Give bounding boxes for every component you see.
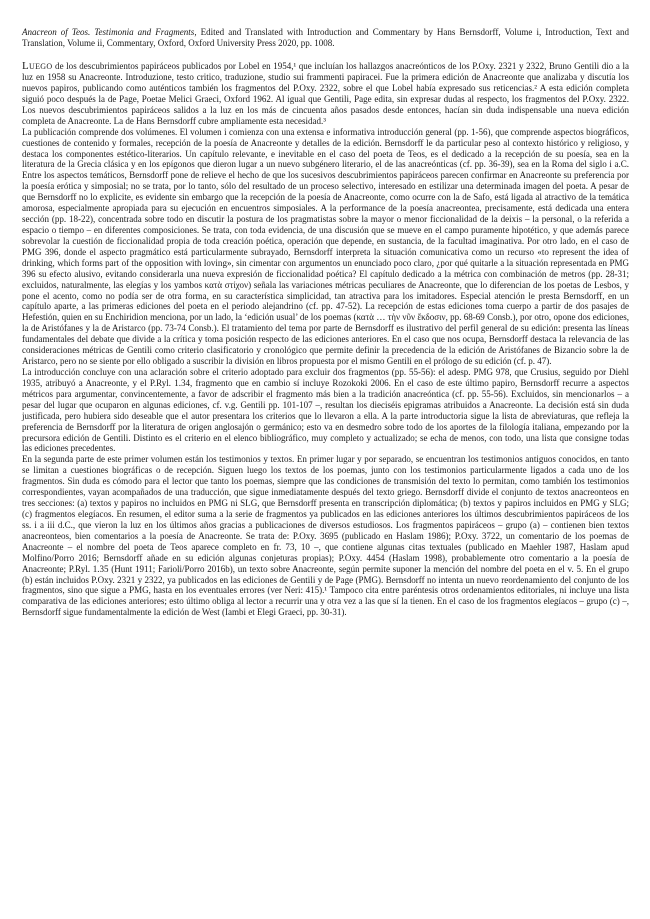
review-header <box>22 27 629 49</box>
paragraph-1 <box>22 61 629 127</box>
paragraph-text: La publicación comprende dos volúmenes. El volumen i comienza con una extensa e informativa introducción general (pp. 1-56), que comprende aspectos biográficos, cuestiones de contenido y formales, recepción de la poesía de Anacreonte y detalles de la edición. Bernsdorff le da particular peso al contexto histórico y religioso, y destaca los componentes estético-literarios. Un capítulo relevante, e inevitable en el caso del poeta de Teos, es el dedicado a la recepción de su poesía, sea en la literatura de la Grecia clásica y en los epígonos que dieron lugar a un nuevo subgénero literario, el de las anacreónticas (cf. pp. 36-39), sea en la Roma del siglo i a.C. Entre los aspectos temáticos, Bernsdorff pone de relieve el hecho de que los sucesivos descubrimientos papiráceos parecen confirmar en Anacreonte su preferencia por la poesía erótica y simposial; no se trata, por lo tanto, sólo del resultado de un proceso selectivo, interesado en estilizar una determinada imagen del poeta. A pesar de que Bernsdorff no lo explicite, es evidente sin embargo que la recepción de la poesía de Anacreonte, como ocurre con la de Safo, está ligada al atractivo de la temática amorosa, especialmente apropiada para su ejecución en encuentros simposiales. A la performance de la poesía anacreontea, precisamente, está dedicada una entera sección (pp. 18-22), concentrada sobre todo en discutir la postura de los pragmatistas sobre la mayor o menor ficcionalidad de la deixis – la personal, o la referida a espacio o tiempo – en diferentes composiciones. Se trata, con toda evidencia, de una discusión que se mueve en el campo puramente hipotético, y que además parece sobrevolar la cuestión de ficcionalidad propia de toda creación poética, operación que depende, en sustancia, de la facultad imaginativa. Por otro lado, en el caso de PMG 396, donde el aspecto pragmático está particularmente subrayado, Bernsdorff interpreta la situación comunicativa como un recurso «to represent the idea of drinking, which forms part of the opposition with loving», sin cimentar con argumentos un enunciado poco claro, ¿por qué quitarle a la situación representada en PMG 396 su efecto alusivo, evitando considerarla una nueva expresión de ficcionalidad poética? El capítulo dedicado a la métrica con combinación de metros (pp. 28-31; excluidos, naturalmente, las elegías y los yambos κατὰ στίχον) señala las variaciones métricas peculiares de Anacreonte, que lo diferencian de los poetas de Lesbos, y pone el acento, como no podía ser de otra forma, en su característica simplicidad, tan atractiva para los imitadores. Especial atención le presta Bernsdorff, en un capítulo aparte, a las primeras ediciones del poeta en el periodo alejandrino (cf. pp. 47-52). La recepción de estas ediciones toma cuerpo a partir de dos pasajes de Hefestión, quien en su Enchiridion menciona, por un lado, la ‘edición usual’ de los poemas (κατὰ … τὴν νῦν ἔκδοσιν, pp. 68-69 Consb.), por otro, opone dos ediciones, la de Aristófanes y la de Aristarco (pp. 73-74 Consb.). El tratamiento del tema por parte de Bernsdorff es ilustrativo del perfil general de su edición: presenta las líneas fundamentales del debate que divide a la crítica y toma posición respecto de las ediciones anteriores. En el caso que nos ocupa, Bernsdorff destaca la relevancia de las consideraciones métricas de Gentili como criterio clasificatorio y cronológico que permite definir la precedencia de la edición de Aristófanes de Bizancio sobre la de Aristarco, pero no se siente por ello obligado a suscribir la división en libros propuesta por el mismo Gentili en el prólogo de su edición (cf. p. 47). <box>22 126 629 367</box>
book-title: Anacreon of Teos. Testimonia and Fragments <box>22 27 195 37</box>
paragraph-4 <box>22 454 629 618</box>
book-details: , Edited and Translated with Introduction and Commentary by Hans Bernsdorff, Volume i, Introduction, Text and Translation, Volume ii, Commentary, Oxford, Oxford University Press 2020, pp. 1008. <box>22 27 629 49</box>
paragraph-lead: Luego <box>22 60 53 73</box>
paragraph-3 <box>22 367 629 454</box>
paragraph-text: En la segunda parte de este primer volumen están los testimonios y textos. En primer lugar y por separado, se encuentran los testimonios antiguos conocidos, en tanto se limitan a cuestiones biográficas o de recepción. Siguen luego los textos de los poemas, junto con los testimonios particularmente ligados a cada uno de los fragmentos. Sin duda es cómodo para el lector que tanto los poemas, siempre que las condiciones de transmisión del texto lo permitan, como también los testimonios correspondientes, vayan acompañados de una traducción, que sigue inmediatamente después del texto griego. Bernsdorff divide el conjunto de textos anacreonteos en tres secciones: (a) textos y papiros no incluidos en PMG ni SLG, que Bernsdorff presenta en transcripción diplomática; (b) textos y papiros incluidos en PMG y SLG; (c) fragmentos elegíacos. En resumen, el editor suma a la serie de fragmentos ya publicados en las ediciones anteriores los últimos descubrimientos papiráceos de los ss. i a iii d.C., que vieron la luz en los últimos años gracias a publicaciones de diversos estudiosos. Los fragmentos papiráceos – grupo (a) – contienen bien textos anacreonteos, bien comentarios a la poesía de Anacreonte. Se trata de: P.Oxy. 3695 (publicado en Haslam 1986); P.Oxy. 3722, un comentario de los poemas de Anacreonte – el nombre del poeta de Teos aparece completo en fr. 73, 10 –, que contiene algunas citas textuales (publicado en Maehler 1987, Haslam apud Molfino/Porro 2016; Bernsdorff añade en su edición algunas conjeturas propias); P.Oxy. 4454 (Haslam 1998), probablemente otro comentario a la poesía de Anacreonte; P.Ryl. 1.35 (Hunt 1911; Farioli/Porro 2016b), un texto sobre Anacreonte, según permite suponer la mención del nombre del poeta en el v. 5. En el grupo (b) están incluidos P.Oxy. 2321 y 2322, ya publicados en las ediciones de Gentili y de Page (PMG). Bernsdorff no intenta un nuevo reordenamiento del conjunto de los fragmentos, sino que sigue a PMG, hasta en los eventuales errores (ver Neri: 415).¹ Tampoco cita entre paréntesis otros ordenamientos editoriales, ni incluye una lista comparativa de las ediciones anteriores; esto último obliga al lector a recurrir una y otra vez a las que sí la tienen. En el caso de los fragmentos elegíacos – grupo (c) –, Bernsdorff sigue fundamentalmente la edición de West (Iambi et Elegi Graeci, pp. 30-31). <box>22 454 629 618</box>
paragraph-2 <box>22 127 629 367</box>
paragraph-text: de los descubrimientos papiráceos publicados por Lobel en 1954,¹ que incluían los hallazgos anacreónticos de los P.Oxy. 2321 y 2322, Bruno Gentili dio a la luz en 1958 su Anacreonte. Introduzione, testo critico, traduzione, studio sui frammenti papiracei. Fue la primera edición de Anacreonte que analizaba y discutía los nuevos papiros, publicando como auténticos también los fragmentos del P.Oxy. 2322, sobre el que Lobel había expresado sus reticencias.² A esta edición completa siguió poco después la de Page, Poetae Melici Graeci, Oxford 1962. Al igual que Gentili, Page edita, sin expresar dudas al respecto, los fragmentos del P.Oxy. 2322. Los nuevos descubrimientos papiráceos salidos a la luz en los más de cincuenta años pasados desde entonces, hacían sin duda indispensable una nueva edición completa de Anacreonte. La de Hans Bernsdorff cubre ampliamente esta necesidad.³ <box>22 61 629 126</box>
paragraph-text: La introducción concluye con una aclaración sobre el criterio adoptado para excluir dos fragmentos (pp. 55-56): el adesp. PMG 978, que Crusius, seguido por Diehl 1935, atribuyó a Anacreonte, y el P.Ryl. 1.34, fragmento que en cambio sí incluye Rozokoki 2006. En el caso de este último papiro, Bernsdorff recurre a aspectos métricos para argumentar, convincentemente, a favor de adscribir el fragmento más bien a la tradición anacreóntica (cf. pp. 55-56). Excluidos, sin mencionarlos – a pesar del lugar que ocuparon en algunas ediciones, cf. v.g. Gentili pp. 101-107 –, resultan los dieciséis epigramas atribuidos a Anacreonte. La decisión está sin duda justificada, pero hubiera sido deseable que el autor presentara los criterios que lo llevaron a ella. A la parte introductoria sigue la lista de abreviaturas, que refleja la preferencia de Bernsdorff por la literatura de origen anglosajón o germánico; esto va en desmedro sobre todo de los aportes de la filología italiana, empezando por la precursora edición de Gentili. Distinto es el criterio en el elenco bibliográfico, muy completo y actualizado; se echa de menos, con todo, una lista que consigne todas las ediciones precedentes. <box>22 367 629 454</box>
